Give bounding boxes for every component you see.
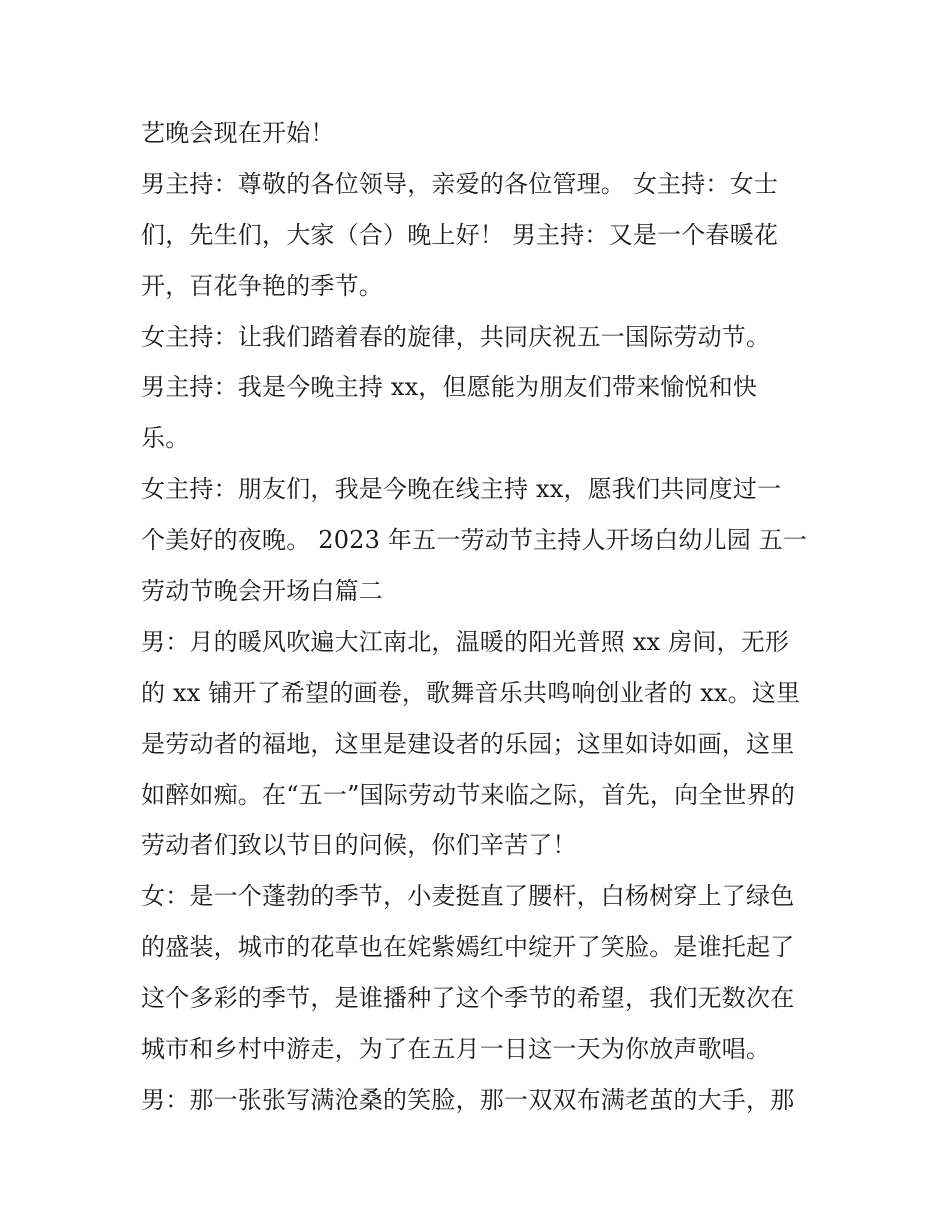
text-line: 男主持：我是今晚主持 xx，但愿能为朋友们带来愉悦和快 [141,373,758,402]
text-line: 男主持：尊敬的各位领导，亲爱的各位管理。 女主持：女士 [141,169,779,198]
text-line: 劳动节晚会开场白篇二 [141,577,383,606]
text-line: 艺晚会现在开始！ [141,119,335,147]
text-line: 乐。 [141,424,190,453]
text-line: 女：是一个蓬勃的季节，小麦挺直了腰杆，白杨树穿上了绿色 [141,882,795,911]
text-line: 是劳动者的福地，这里是建设者的乐园；这里如诗如画，这里 [141,729,795,758]
text-line: 的盛装，城市的花草也在姹紫嫣红中绽开了笑脸。是谁托起了 [141,933,795,962]
text-line: 开，百花争艳的季节。 [141,271,383,300]
text-line: 女主持：让我们踏着春的旋律，共同庆祝五一国际劳动节。 [141,322,771,351]
text-line: 女主持：朋友们，我是今晚在线主持 xx，愿我们共同度过一 [141,475,782,504]
text-line: 的 xx 铺开了希望的画卷，歌舞音乐共鸣响创业者的 xx。这里 [141,678,801,707]
document-body [141,108,821,1126]
text-line: 男：月的暖风吹遍大江南北，温暖的阳光普照 xx 房间，无形 [141,627,790,656]
text-line: 们，先生们，大家（合）晚上好！ 男主持：又是一个春暖花 [141,220,779,249]
text-line: 个美好的夜晚。 2023 年五一劳动节主持人开场白幼儿园 五一 [141,526,808,555]
text-line: 如醉如痴。在“五一”国际劳动节来临之际，首先，向全世界的 [141,780,796,809]
text-line: 劳动者们致以节日的问候，你们辛苦了！ [141,831,577,860]
text-line: 城市和乡村中游走，为了在五月一日这一天为你放声歌唱。 [141,1035,771,1064]
text-line: 男：那一张张写满沧桑的笑脸，那一双双布满老茧的大手，那 [141,1085,795,1114]
text-line: 这个多彩的季节，是谁播种了这个季节的希望，我们无数次在 [141,984,795,1013]
